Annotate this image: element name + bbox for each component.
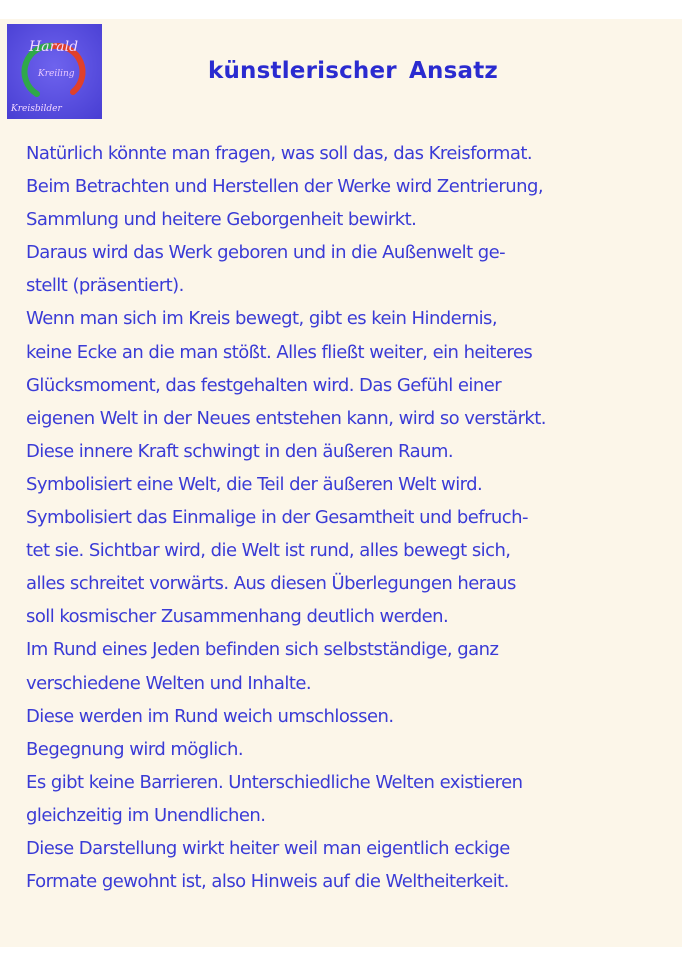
text-line: verschiedene Welten und Inhalte. (26, 672, 312, 694)
text-line: soll kosmischer Zusammenhang deutlich werden. (26, 606, 449, 628)
text-line: alles schreitet vorwärts. Aus diesen Überlegungen heraus (26, 573, 516, 595)
logo-bottom-text: Kreisbilder (11, 104, 62, 114)
text-line: Glücksmoment, das festgehalten wird. Das Gefühl einer (26, 374, 502, 396)
logo-middle-text: Kreiling (38, 69, 75, 79)
text-line: eigenen Welt in der Neues entstehen kann, wird so verstärkt. (26, 407, 546, 429)
body-text (26, 137, 676, 898)
text-line: stellt (präsentiert). (26, 275, 184, 297)
text-line: Daraus wird das Werk geboren und in die Außenwelt ge- (26, 242, 506, 264)
text-line: Wenn man sich im Kreis bewegt, gibt es kein Hindernis, (26, 308, 498, 330)
page-title: künstlerischer Ansatz (207, 58, 499, 84)
text-line: Diese innere Kraft schwingt in den äußeren Raum. (26, 440, 454, 462)
text-line: Sammlung und heitere Geborgenheit bewirkt. (26, 209, 417, 231)
text-line: Symbolisiert eine Welt, die Teil der äußeren Welt wird. (26, 473, 483, 495)
text-line: tet sie. Sichtbar wird, die Welt ist rund, alles bewegt sich, (26, 540, 511, 562)
text-line: Natürlich könnte man fragen, was soll das, das Kreisformat. (26, 143, 533, 164)
logo-top-text: Harald (29, 39, 79, 55)
text-line: Diese Darstellung wirkt heiter weil man eigentlich eckige (26, 837, 510, 859)
text-line: Symbolisiert das Einmalige in der Gesamtheit und befruch- (26, 507, 528, 529)
text-line: Beim Betrachten und Herstellen der Werke wird Zentrierung, (26, 176, 544, 198)
text-line: Begegnung wird möglich. (26, 738, 244, 760)
text-line: Im Rund eines Jeden befinden sich selbstständige, ganz (26, 639, 499, 661)
text-line: gleichzeitig im Unendlichen. (26, 804, 266, 826)
text-line: Es gibt keine Barrieren. Unterschiedliche Welten existieren (26, 771, 523, 793)
text-line: Formate gewohnt ist, also Hinweis auf die Weltheiterkeit. (26, 871, 509, 893)
text-line: Diese werden im Rund weich umschlossen. (26, 705, 394, 727)
document-page (0, 19, 682, 947)
text-line: keine Ecke an die man stößt. Alles fließt weiter, ein heiteres (26, 341, 533, 363)
